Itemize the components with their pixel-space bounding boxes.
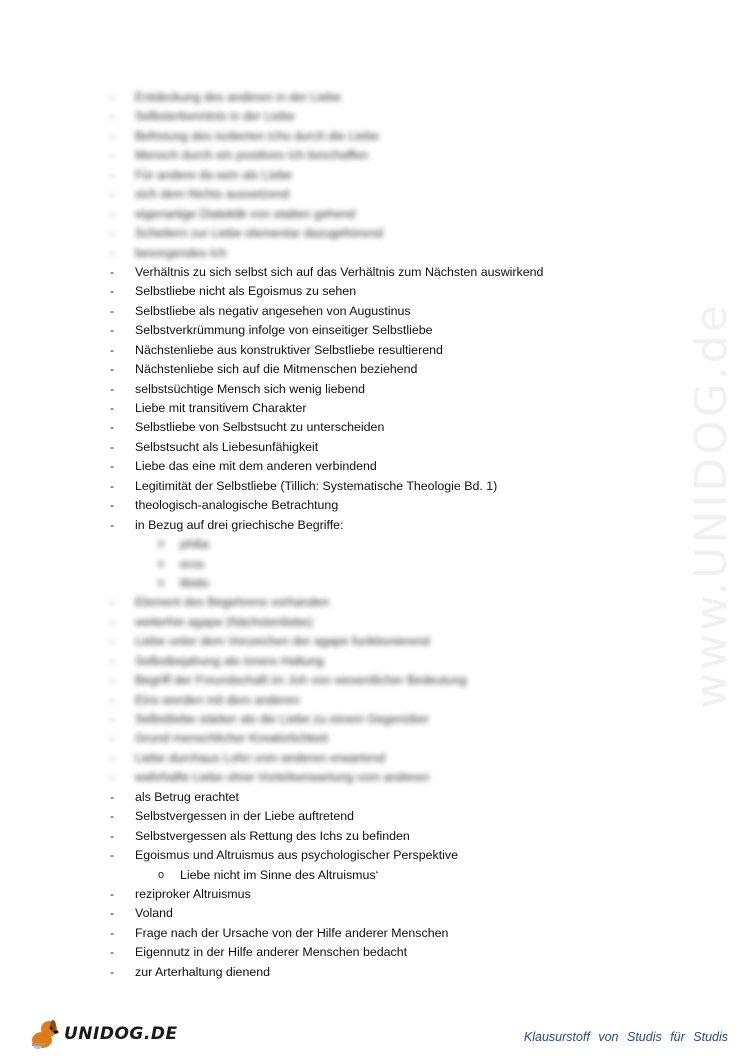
list-item-text: Eigennutz in der Hilfe anderer Menschen bedacht: [135, 945, 408, 960]
list-item-text: libido: [180, 575, 209, 590]
list-item: [0, 671, 690, 690]
list-item-text: weiterhin agape (Nächstenliebe): [135, 614, 313, 629]
dash-bullet: -: [110, 401, 115, 415]
dash-bullet: -: [110, 828, 115, 843]
list-item-text: reziproker Altruismus: [135, 886, 251, 901]
list-item-text: Frage nach der Ursache von der Hilfe anderer Menschen: [135, 925, 449, 940]
unidog-logo: [26, 1016, 178, 1052]
list-item: [0, 360, 690, 379]
list-item: [0, 904, 690, 923]
dash-bullet: -: [110, 420, 115, 435]
list-item-text: Liebe durchaus Lohn vom anderen erwartend: [135, 750, 386, 765]
list-item: [0, 827, 690, 846]
dash-bullet: -: [110, 323, 115, 338]
dash-bullet: -: [110, 187, 115, 202]
list-item: [0, 788, 690, 807]
dash-bullet: -: [110, 303, 115, 318]
list-item: [0, 224, 690, 243]
list-item-text: Selbstverkrümmung infolge von einseitiger Selbstliebe: [135, 323, 433, 338]
watermark: [666, 270, 750, 740]
list-item-text: besorgendes Ich: [135, 245, 227, 260]
list-item-text: philia: [180, 537, 209, 552]
dash-bullet: -: [110, 673, 115, 688]
list-item-text: selbstsüchtige Mensch sich wenig liebend: [135, 381, 366, 396]
list-item: [0, 924, 690, 943]
dash-bullet: -: [110, 595, 115, 610]
sub-list-item: [0, 574, 690, 593]
list-item: [0, 380, 690, 399]
list-item-text: Selbstvergessen als Rettung des Ichs zu befinden: [135, 828, 410, 843]
dash-bullet: -: [110, 653, 115, 668]
list-item: [0, 768, 690, 787]
dash-bullet: -: [110, 964, 115, 979]
list-item: [0, 943, 690, 962]
list-item-text: Liebe nicht im Sinne des Altruismus‘: [180, 867, 379, 882]
dash-bullet: -: [110, 906, 115, 921]
dog-mascot-icon: [26, 1016, 62, 1052]
list-item-text: Voland: [135, 906, 173, 921]
list-item-text: Mensch durch ein positives Ich beschaffen: [135, 148, 369, 163]
list-item: [0, 321, 690, 340]
list-item-text: Nächstenliebe sich auf die Mitmenschen beziehend: [135, 362, 418, 377]
dash-bullet: -: [110, 439, 115, 454]
circle-bullet: o: [158, 576, 165, 589]
list-item: [0, 477, 690, 496]
dash-bullet: -: [110, 634, 115, 649]
dash-bullet: -: [110, 128, 115, 143]
list-item-text: Selbstliebe als negativ angesehen von Augustinus: [135, 303, 411, 318]
list-item-text: Selbstbejahung als innere Haltung: [135, 653, 324, 668]
dash-bullet: -: [110, 692, 115, 707]
list-item: [0, 729, 690, 748]
list-item: [0, 205, 690, 224]
list-item: [0, 652, 690, 671]
list-item-text: Liebe mit transitivem Charakter: [135, 401, 307, 415]
list-item: [0, 341, 690, 360]
dash-bullet: -: [110, 809, 115, 824]
list-item-text: zur Arterhaltung dienend: [135, 964, 271, 979]
list-item: [0, 166, 690, 185]
list-item-text: Element des Begehrens vorhanden: [135, 595, 330, 610]
list-item: [0, 593, 690, 612]
notes-list: [0, 88, 690, 982]
list-item: [0, 613, 690, 632]
dash-bullet: -: [110, 284, 115, 299]
list-item-text: Selbsterkenntnis in der Liebe: [135, 109, 295, 124]
list-item-text: wahrhafte Liebe ohne Vorteilserwartung vom anderen: [135, 770, 430, 785]
dash-bullet: -: [110, 750, 115, 765]
footer-tagline: Klausurstoff von Studis für Studis: [523, 1030, 728, 1044]
list-item: [0, 963, 690, 982]
list-item-text: Entdeckung des anderen in der Liebe: [135, 90, 341, 104]
sub-list-item: [0, 535, 690, 554]
logo-text: UNIDOG.DE: [64, 1024, 178, 1044]
list-item: [0, 457, 690, 476]
dash-bullet: -: [110, 148, 115, 163]
list-item: [0, 107, 690, 126]
dash-bullet: -: [110, 264, 115, 279]
circle-bullet: o: [158, 557, 165, 570]
list-item-text: Befreiung des isolierten Ichs durch die Liebe: [135, 128, 379, 143]
dash-bullet: -: [110, 498, 115, 513]
list-item-text: Selbstsucht als Liebesunfähigkeit: [135, 439, 319, 454]
list-item-text: Egoismus und Altruismus aus psychologischer Perspektive: [135, 848, 458, 863]
list-item-text: als Betrug erachtet: [135, 789, 240, 804]
list-item-text: Selbstvergessen in der Liebe auftretend: [135, 809, 355, 824]
list-item: [0, 807, 690, 826]
list-item-text: Eins werden mit dem anderen: [135, 692, 300, 707]
list-item: [0, 438, 690, 457]
sub-list-item: [0, 555, 690, 574]
dash-bullet: -: [110, 517, 115, 532]
list-item-text: Selbstliebe von Selbstsucht zu unterscheiden: [135, 420, 385, 435]
list-item-text: Grund menschlicher Kreatürlichkeit: [135, 731, 328, 746]
list-item: [0, 710, 690, 729]
list-item: [0, 496, 690, 515]
list-item-text: Scheitern zur Liebe elementar dazugehörend: [135, 226, 383, 241]
dash-bullet: -: [110, 381, 115, 396]
list-item: [0, 632, 690, 651]
list-item-text: Selbstliebe nicht als Egoismus zu sehen: [135, 284, 357, 299]
dash-bullet: -: [110, 886, 115, 901]
list-item-text: Nächstenliebe aus konstruktiver Selbstliebe resultierend: [135, 342, 443, 357]
list-item: [0, 244, 690, 263]
dash-bullet: -: [110, 848, 115, 863]
list-item: [0, 127, 690, 146]
list-item: [0, 146, 690, 165]
list-item: [0, 88, 690, 107]
dash-bullet: -: [110, 167, 115, 182]
list-item: [0, 885, 690, 904]
watermark-text: www.UNIDOG.de: [685, 301, 737, 709]
dash-bullet: -: [110, 109, 115, 124]
list-item-text: eros: [180, 556, 205, 571]
circle-bullet: o: [158, 538, 165, 551]
dash-bullet: -: [110, 342, 115, 357]
dash-bullet: -: [110, 226, 115, 241]
list-item-text: Liebe das eine mit dem anderen verbindend: [135, 459, 377, 474]
dash-bullet: -: [110, 731, 115, 746]
dash-bullet: -: [110, 478, 115, 493]
dash-bullet: -: [110, 770, 115, 785]
dash-bullet: -: [110, 925, 115, 940]
list-item: [0, 263, 690, 282]
list-item-text: eigenartige Dialektik von statten gehend: [135, 206, 356, 221]
circle-bullet: o: [158, 868, 165, 881]
dash-bullet: -: [110, 712, 115, 726]
list-item: [0, 399, 690, 418]
dash-bullet: -: [110, 945, 115, 960]
list-item-text: Liebe unter dem Vorzeichen der agape funktionierend: [135, 634, 430, 649]
dash-bullet: -: [110, 614, 115, 629]
list-item: [0, 846, 690, 865]
list-item: [0, 691, 690, 710]
list-item-text: Verhältnis zu sich selbst sich auf das Verhältnis zum Nächsten auswirkend: [135, 264, 544, 279]
list-item-text: Selbstliebe stärker als die Liebe zu einem Gegenüber: [135, 712, 430, 726]
list-item: [0, 185, 690, 204]
list-item: [0, 302, 690, 321]
list-item: [0, 516, 690, 535]
list-item: [0, 282, 690, 301]
dash-bullet: -: [110, 362, 115, 377]
sub-list-item: [0, 866, 690, 885]
list-item-text: Für andere da sein als Liebe: [135, 167, 293, 182]
list-item: [0, 418, 690, 437]
list-item-text: sich dem Nichts aussetzend: [135, 187, 290, 202]
list-item-text: Legitimität der Selbstliebe (Tillich: Systematische Theologie Bd. 1): [135, 478, 498, 493]
list-item-text: in Bezug auf drei griechische Begriffe:: [135, 517, 344, 532]
list-item-text: theologisch-analogische Betrachtung: [135, 498, 339, 513]
list-item: [0, 749, 690, 768]
list-item-text: Begriff der Freundschaft im Joh von wesentlicher Bedeutung: [135, 673, 467, 688]
dash-bullet: -: [110, 789, 115, 804]
dash-bullet: -: [110, 245, 115, 260]
dash-bullet: -: [110, 90, 115, 104]
dash-bullet: -: [110, 206, 115, 221]
dash-bullet: -: [110, 459, 115, 474]
